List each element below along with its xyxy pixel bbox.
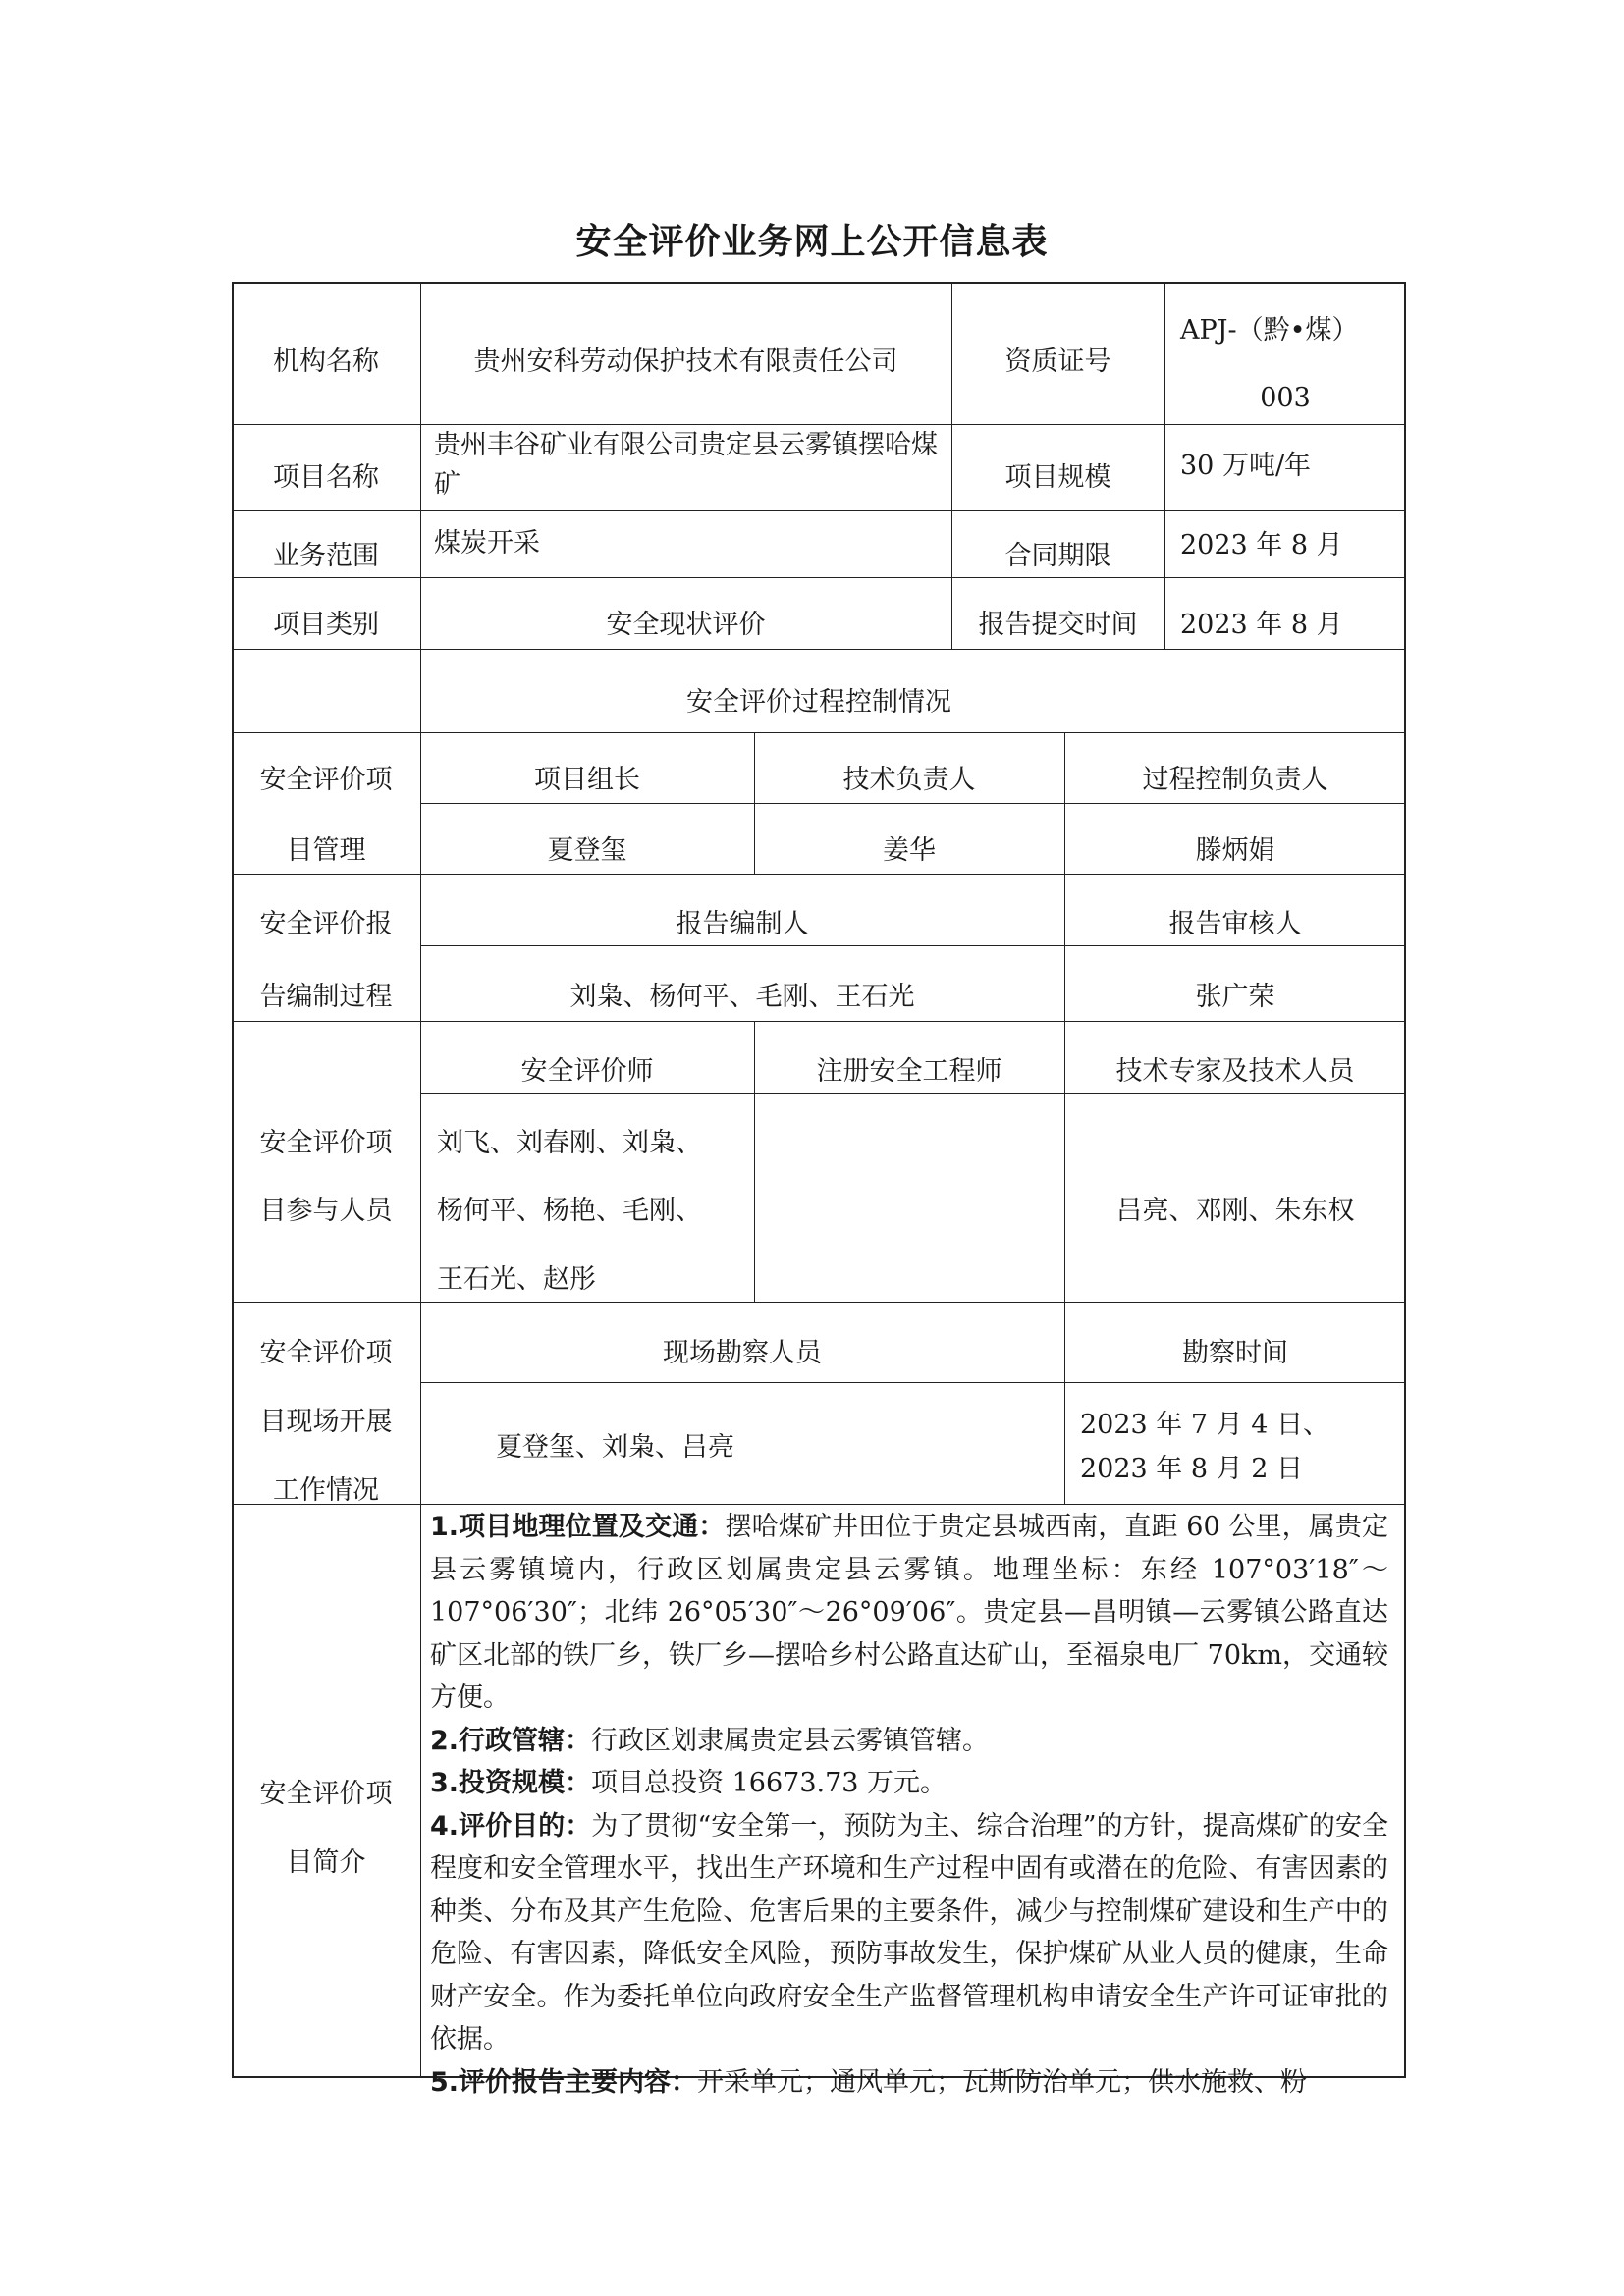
row-divider: [232, 649, 1406, 650]
row-divider: [232, 1021, 1406, 1022]
project-name-label: 项目名称: [273, 462, 379, 493]
tech-value: 姜华: [883, 835, 936, 866]
assessor-line2: 杨何平、杨艳、毛刚、: [437, 1196, 702, 1226]
intro-heading: 1.项目地理位置及交通：: [430, 1512, 726, 1542]
intro-heading: 3.投资规模：: [430, 1768, 592, 1798]
col-divider: [1164, 282, 1165, 649]
leader-value: 夏登玺: [547, 835, 627, 866]
report-label-line2: 告编制过程: [259, 982, 393, 1012]
intro-paragraph-purpose: [430, 1805, 1388, 2061]
org-name-label: 机构名称: [273, 347, 379, 377]
site-label-line3: 工作情况: [273, 1475, 379, 1506]
project-intro: [430, 1506, 1388, 2104]
survey-value: 夏登玺、刘枭、吕亮: [496, 1432, 734, 1463]
submit-value: 2023 年 8 月: [1180, 610, 1343, 640]
people-label-line1: 安全评价项: [259, 1128, 393, 1158]
row-divider: [232, 510, 1406, 511]
ctrl-value: 滕炳娟: [1195, 835, 1275, 866]
intro-text: 行政区划隶属贵定县云雾镇管辖。: [591, 1725, 990, 1756]
intro-heading: 5.评价报告主要内容：: [430, 2066, 698, 2098]
people-label-line2: 目参与人员: [259, 1196, 393, 1226]
scope-value: 煤炭开采: [434, 528, 540, 559]
cert-value-line1: APJ-（黔•煤）: [1180, 315, 1359, 346]
engineer-label: 注册安全工程师: [816, 1056, 1002, 1087]
site-label-line2: 目现场开展: [259, 1407, 393, 1437]
row-divider: [232, 874, 1406, 875]
scope-label: 业务范围: [273, 541, 379, 571]
intro-heading: 4.评价目的：: [430, 1810, 592, 1842]
site-label-line1: 安全评价项: [259, 1338, 393, 1368]
intro-text: 为了贯彻“安全第一，预防为主、综合治理”的方针，提高煤矿的安全程度和安全管理水平，找出生产环境和生产过程中固有或潜在的危险、有害因素的种类、分布及其产生危险、危害后果的主要条件，减少与控制煤矿建设和生产中的危险、有害因素，降低安全风险，预防事故发生，保护煤矿从业人员的健康，生命财产安全。作为委托单位向政府安全生产监督管理机构申请安全生产许可证审批的依据。: [430, 1810, 1389, 2055]
cert-label: 资质证号: [1004, 347, 1111, 377]
author-label: 报告编制人: [676, 909, 809, 939]
intro-paragraph-admin: [430, 1720, 1388, 1763]
type-value: 安全现状评价: [606, 610, 766, 640]
cert-value-line2: 003: [1260, 383, 1311, 413]
survey-time-line2: 2023 年 8 月 2 日: [1080, 1454, 1303, 1484]
intro-label-line1: 安全评价项: [259, 1779, 393, 1809]
row-divider: [420, 945, 1406, 946]
type-label: 项目类别: [273, 610, 379, 640]
survey-label: 现场勘察人员: [663, 1338, 822, 1368]
report-label-line1: 安全评价报: [259, 909, 393, 939]
row-divider: [232, 732, 1406, 733]
row-divider: [420, 1093, 1406, 1094]
survey-time-label: 勘察时间: [1182, 1338, 1288, 1368]
intro-label-line2: 目简介: [286, 1847, 366, 1878]
project-scale-label: 项目规模: [1004, 462, 1111, 493]
row-divider: [420, 1382, 1406, 1383]
mgmt-label-line1: 安全评价项: [259, 765, 393, 795]
assessor-label: 安全评价师: [520, 1056, 654, 1087]
contract-label: 合同期限: [1004, 541, 1111, 571]
ctrl-label: 过程控制负责人: [1142, 765, 1328, 795]
submit-label: 报告提交时间: [978, 610, 1138, 640]
row-divider: [420, 803, 1406, 804]
review-label: 报告审核人: [1168, 909, 1302, 939]
survey-time-line1: 2023 年 7 月 4 日、: [1080, 1410, 1329, 1440]
assessor-line3: 王石光、赵彤: [437, 1264, 596, 1295]
page-title: 安全评价业务网上公开信息表: [575, 222, 1049, 262]
process-heading: 安全评价过程控制情况: [686, 687, 951, 718]
intro-text: 开采单元；通风单元；瓦斯防治单元；供水施救、粉: [697, 2066, 1308, 2098]
intro-paragraph-investment: [430, 1762, 1388, 1805]
author-value: 刘枭、杨何平、毛刚、王石光: [569, 982, 915, 1012]
row-divider: [232, 424, 1406, 425]
org-name-value: 贵州安科劳动保护技术有限责任公司: [473, 347, 898, 377]
tech-label: 技术负责人: [842, 765, 976, 795]
intro-paragraph-location: [430, 1506, 1388, 1720]
intro-text: 项目总投资 16673.73 万元。: [591, 1768, 947, 1798]
project-name-value: 贵州丰谷矿业有限公司贵定县云雾镇摆哈煤矿: [434, 430, 938, 500]
assessor-line1: 刘飞、刘春刚、刘枭、: [437, 1128, 702, 1158]
row-divider: [232, 1302, 1406, 1303]
intro-text: 摆哈煤矿井田位于贵定县城西南，直距 60 公里，属贵定县云雾镇境内，行政区划属贵定县云雾镇。地理坐标：东经 107°03′18″～107°06′30″；北纬 26°05′30″～26°09′06″。贵定县—昌明镇—云雾镇公路直达矿区北部的铁厂乡，铁厂乡—摆哈乡村公路直达矿山，至福泉电厂 70km，交通较方便。: [430, 1512, 1388, 1713]
leader-label: 项目组长: [534, 765, 640, 795]
intro-heading: 2.行政管辖：: [430, 1725, 592, 1756]
intro-paragraph-content: [430, 2061, 1388, 2105]
contract-value: 2023 年 8 月: [1180, 530, 1343, 561]
review-value: 张广荣: [1195, 982, 1275, 1012]
mgmt-label-line2: 目管理: [286, 835, 366, 866]
project-scale-value: 30 万吨/年: [1180, 451, 1312, 481]
row-divider: [232, 577, 1406, 578]
expert-value: 吕亮、邓刚、朱东权: [1115, 1196, 1355, 1226]
expert-label: 技术专家及技术人员: [1115, 1056, 1355, 1087]
